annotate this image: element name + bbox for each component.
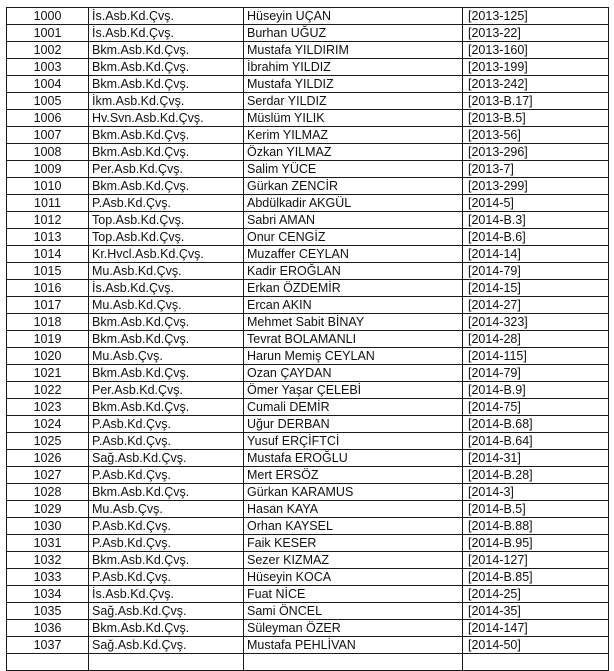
rank-cell: Sağ.Asb.Kd.Çvş. xyxy=(89,450,244,467)
reference-cell: [2014-B.6] xyxy=(463,229,609,246)
reference-cell: [2014-B.9] xyxy=(463,382,609,399)
reference-cell: [2013-199] xyxy=(463,59,609,76)
table-row xyxy=(7,127,609,144)
table-row-partial xyxy=(7,654,609,671)
table-row xyxy=(7,110,609,127)
table-row xyxy=(7,467,609,484)
name-cell: Kadir EROĞLAN xyxy=(244,263,463,280)
row-number-cell: 1016 xyxy=(7,280,89,297)
empty-cell xyxy=(7,654,89,671)
reference-cell: [2014-B.85] xyxy=(463,569,609,586)
name-cell: İbrahim YILDIZ xyxy=(244,59,463,76)
row-number-cell: 1001 xyxy=(7,25,89,42)
reference-cell: [2013-296] xyxy=(463,144,609,161)
table-row xyxy=(7,314,609,331)
rank-cell: Top.Asb.Kd.Çvş. xyxy=(89,229,244,246)
name-cell: Uğur DERBAN xyxy=(244,416,463,433)
reference-cell: [2013-B.5] xyxy=(463,110,609,127)
row-number-cell: 1005 xyxy=(7,93,89,110)
reference-cell: [2014-B.3] xyxy=(463,212,609,229)
reference-cell: [2014-75] xyxy=(463,399,609,416)
table-body xyxy=(7,8,609,671)
rank-cell: İs.Asb.Kd.Çvş. xyxy=(89,280,244,297)
table-row xyxy=(7,280,609,297)
table-row xyxy=(7,382,609,399)
row-number-cell: 1014 xyxy=(7,246,89,263)
row-number-cell: 1006 xyxy=(7,110,89,127)
row-number-cell: 1022 xyxy=(7,382,89,399)
rank-cell: Bkm.Asb.Kd.Çvş. xyxy=(89,620,244,637)
row-number-cell: 1033 xyxy=(7,569,89,586)
name-cell: Kerim YILMAZ xyxy=(244,127,463,144)
table-row xyxy=(7,637,609,654)
table-row xyxy=(7,603,609,620)
rank-cell: Kr.Hvcl.Asb.Kd.Çvş. xyxy=(89,246,244,263)
rank-cell: P.Asb.Kd.Çvş. xyxy=(89,535,244,552)
document-sheet xyxy=(6,7,608,671)
row-number-cell: 1035 xyxy=(7,603,89,620)
table-row xyxy=(7,263,609,280)
name-cell: Sabri AMAN xyxy=(244,212,463,229)
reference-cell: [2014-79] xyxy=(463,365,609,382)
row-number-cell: 1011 xyxy=(7,195,89,212)
personnel-table xyxy=(6,7,609,671)
rank-cell: Per.Asb.Kd.Çvş. xyxy=(89,161,244,178)
row-number-cell: 1004 xyxy=(7,76,89,93)
table-row xyxy=(7,365,609,382)
reference-cell: [2014-B.64] xyxy=(463,433,609,450)
name-cell: Faik KESER xyxy=(244,535,463,552)
rank-cell: Bkm.Asb.Kd.Çvş. xyxy=(89,59,244,76)
reference-cell: [2014-B.88] xyxy=(463,518,609,535)
row-number-cell: 1030 xyxy=(7,518,89,535)
name-cell: Fuat NİCE xyxy=(244,586,463,603)
row-number-cell: 1025 xyxy=(7,433,89,450)
name-cell: Yusuf ERÇİFTCİ xyxy=(244,433,463,450)
name-cell: Serdar YILDIZ xyxy=(244,93,463,110)
name-cell: Harun Memiş CEYLAN xyxy=(244,348,463,365)
row-number-cell: 1032 xyxy=(7,552,89,569)
row-number-cell: 1018 xyxy=(7,314,89,331)
name-cell: Gürkan KARAMUS xyxy=(244,484,463,501)
row-number-cell: 1015 xyxy=(7,263,89,280)
table-row xyxy=(7,501,609,518)
table-row xyxy=(7,59,609,76)
reference-cell: [2013-242] xyxy=(463,76,609,93)
reference-cell: [2014-27] xyxy=(463,297,609,314)
row-number-cell: 1002 xyxy=(7,42,89,59)
name-cell: Salim YÜCE xyxy=(244,161,463,178)
name-cell: Ömer Yaşar ÇELEBİ xyxy=(244,382,463,399)
row-number-cell: 1034 xyxy=(7,586,89,603)
reference-cell: [2014-35] xyxy=(463,603,609,620)
row-number-cell: 1026 xyxy=(7,450,89,467)
rank-cell: Mu.Asb.Çvş. xyxy=(89,348,244,365)
reference-cell: [2014-147] xyxy=(463,620,609,637)
row-number-cell: 1023 xyxy=(7,399,89,416)
name-cell: Mustafa EROĞLU xyxy=(244,450,463,467)
reference-cell: [2014-25] xyxy=(463,586,609,603)
table-row xyxy=(7,399,609,416)
rank-cell: Bkm.Asb.Kd.Çvş. xyxy=(89,365,244,382)
table-row xyxy=(7,586,609,603)
table-row xyxy=(7,42,609,59)
rank-cell: Bkm.Asb.Kd.Çvş. xyxy=(89,144,244,161)
empty-cell xyxy=(244,654,463,671)
row-number-cell: 1028 xyxy=(7,484,89,501)
name-cell: Sezer KIZMAZ xyxy=(244,552,463,569)
name-cell: Müslüm YILIK xyxy=(244,110,463,127)
reference-cell: [2014-15] xyxy=(463,280,609,297)
reference-cell: [2013-56] xyxy=(463,127,609,144)
name-cell: Mustafa YILDIRIM xyxy=(244,42,463,59)
table-row xyxy=(7,331,609,348)
name-cell: Mert ERSÖZ xyxy=(244,467,463,484)
rank-cell: Bkm.Asb.Kd.Çvş. xyxy=(89,76,244,93)
name-cell: Mustafa PEHLİVAN xyxy=(244,637,463,654)
rank-cell: Hv.Svn.Asb.Kd.Çvş. xyxy=(89,110,244,127)
name-cell: Hasan KAYA xyxy=(244,501,463,518)
row-number-cell: 1007 xyxy=(7,127,89,144)
rank-cell: Bkm.Asb.Kd.Çvş. xyxy=(89,127,244,144)
table-row xyxy=(7,297,609,314)
name-cell: Onur CENGİZ xyxy=(244,229,463,246)
rank-cell: P.Asb.Kd.Çvş. xyxy=(89,518,244,535)
row-number-cell: 1024 xyxy=(7,416,89,433)
table-row xyxy=(7,552,609,569)
name-cell: Erkan ÖZDEMİR xyxy=(244,280,463,297)
rank-cell: Bkm.Asb.Kd.Çvş. xyxy=(89,331,244,348)
empty-cell xyxy=(463,654,609,671)
table-row xyxy=(7,450,609,467)
name-cell: Gürkan ZENCİR xyxy=(244,178,463,195)
reference-cell: [2013-160] xyxy=(463,42,609,59)
reference-cell: [2014-323] xyxy=(463,314,609,331)
name-cell: Süleyman ÖZER xyxy=(244,620,463,637)
name-cell: Hüseyin KOCA xyxy=(244,569,463,586)
name-cell: Abdülkadir AKGÜL xyxy=(244,195,463,212)
reference-cell: [2014-B.5] xyxy=(463,501,609,518)
row-number-cell: 1036 xyxy=(7,620,89,637)
name-cell: Sami ÖNCEL xyxy=(244,603,463,620)
name-cell: Ozan ÇAYDAN xyxy=(244,365,463,382)
row-number-cell: 1013 xyxy=(7,229,89,246)
rank-cell: Mu.Asb.Kd.Çvş. xyxy=(89,263,244,280)
rank-cell: Bkm.Asb.Kd.Çvş. xyxy=(89,399,244,416)
table-row xyxy=(7,518,609,535)
rank-cell: P.Asb.Kd.Çvş. xyxy=(89,195,244,212)
rank-cell: P.Asb.Kd.Çvş. xyxy=(89,416,244,433)
rank-cell: P.Asb.Kd.Çvş. xyxy=(89,467,244,484)
reference-cell: [2014-14] xyxy=(463,246,609,263)
name-cell: Mehmet Sabit BİNAY xyxy=(244,314,463,331)
row-number-cell: 1031 xyxy=(7,535,89,552)
reference-cell: [2014-B.95] xyxy=(463,535,609,552)
reference-cell: [2013-B.17] xyxy=(463,93,609,110)
table-row xyxy=(7,161,609,178)
name-cell: Ercan AKIN xyxy=(244,297,463,314)
table-row xyxy=(7,212,609,229)
table-row xyxy=(7,76,609,93)
row-number-cell: 1021 xyxy=(7,365,89,382)
row-number-cell: 1008 xyxy=(7,144,89,161)
rank-cell: Per.Asb.Kd.Çvş. xyxy=(89,382,244,399)
name-cell: Orhan KAYSEL xyxy=(244,518,463,535)
row-number-cell: 1017 xyxy=(7,297,89,314)
reference-cell: [2013-22] xyxy=(463,25,609,42)
rank-cell: Sağ.Asb.Kd.Çvş. xyxy=(89,603,244,620)
table-row xyxy=(7,229,609,246)
reference-cell: [2014-50] xyxy=(463,637,609,654)
name-cell: Muzaffer CEYLAN xyxy=(244,246,463,263)
row-number-cell: 1010 xyxy=(7,178,89,195)
row-number-cell: 1012 xyxy=(7,212,89,229)
name-cell: Burhan UĞUZ xyxy=(244,25,463,42)
reference-cell: [2014-B.68] xyxy=(463,416,609,433)
row-number-cell: 1037 xyxy=(7,637,89,654)
reference-cell: [2014-115] xyxy=(463,348,609,365)
reference-cell: [2014-5] xyxy=(463,195,609,212)
table-row xyxy=(7,535,609,552)
rank-cell: P.Asb.Kd.Çvş. xyxy=(89,569,244,586)
table-row xyxy=(7,25,609,42)
rank-cell: İs.Asb.Kd.Çvş. xyxy=(89,8,244,25)
rank-cell: Bkm.Asb.Kd.Çvş. xyxy=(89,552,244,569)
rank-cell: İs.Asb.Kd.Çvş. xyxy=(89,25,244,42)
row-number-cell: 1027 xyxy=(7,467,89,484)
table-row xyxy=(7,195,609,212)
rank-cell: İs.Asb.Kd.Çvş. xyxy=(89,586,244,603)
empty-cell xyxy=(89,654,244,671)
table-row xyxy=(7,348,609,365)
reference-cell: [2013-299] xyxy=(463,178,609,195)
table-row xyxy=(7,569,609,586)
rank-cell: P.Asb.Kd.Çvş. xyxy=(89,433,244,450)
name-cell: Hüseyin UÇAN xyxy=(244,8,463,25)
table-row xyxy=(7,433,609,450)
row-number-cell: 1000 xyxy=(7,8,89,25)
reference-cell: [2013-7] xyxy=(463,161,609,178)
table-row xyxy=(7,144,609,161)
name-cell: Tevrat BOLAMANLI xyxy=(244,331,463,348)
rank-cell: Top.Asb.Kd.Çvş. xyxy=(89,212,244,229)
rank-cell: Bkm.Asb.Kd.Çvş. xyxy=(89,484,244,501)
table-row xyxy=(7,93,609,110)
table-row xyxy=(7,620,609,637)
table-row xyxy=(7,484,609,501)
reference-cell: [2014-3] xyxy=(463,484,609,501)
rank-cell: Bkm.Asb.Kd.Çvş. xyxy=(89,42,244,59)
table-row xyxy=(7,246,609,263)
row-number-cell: 1019 xyxy=(7,331,89,348)
reference-cell: [2013-125] xyxy=(463,8,609,25)
name-cell: Mustafa YILDIZ xyxy=(244,76,463,93)
reference-cell: [2014-79] xyxy=(463,263,609,280)
reference-cell: [2014-31] xyxy=(463,450,609,467)
rank-cell: Mu.Asb.Çvş. xyxy=(89,501,244,518)
rank-cell: İkm.Asb.Kd.Çvş. xyxy=(89,93,244,110)
rank-cell: Sağ.Asb.Kd.Çvş. xyxy=(89,637,244,654)
reference-cell: [2014-28] xyxy=(463,331,609,348)
rank-cell: Mu.Asb.Kd.Çvş. xyxy=(89,297,244,314)
name-cell: Cumali DEMİR xyxy=(244,399,463,416)
row-number-cell: 1029 xyxy=(7,501,89,518)
reference-cell: [2014-127] xyxy=(463,552,609,569)
rank-cell: Bkm.Asb.Kd.Çvş. xyxy=(89,178,244,195)
row-number-cell: 1020 xyxy=(7,348,89,365)
table-row xyxy=(7,178,609,195)
reference-cell: [2014-B.28] xyxy=(463,467,609,484)
name-cell: Özkan YILMAZ xyxy=(244,144,463,161)
rank-cell: Bkm.Asb.Kd.Çvş. xyxy=(89,314,244,331)
table-row xyxy=(7,8,609,25)
row-number-cell: 1003 xyxy=(7,59,89,76)
table-row xyxy=(7,416,609,433)
row-number-cell: 1009 xyxy=(7,161,89,178)
